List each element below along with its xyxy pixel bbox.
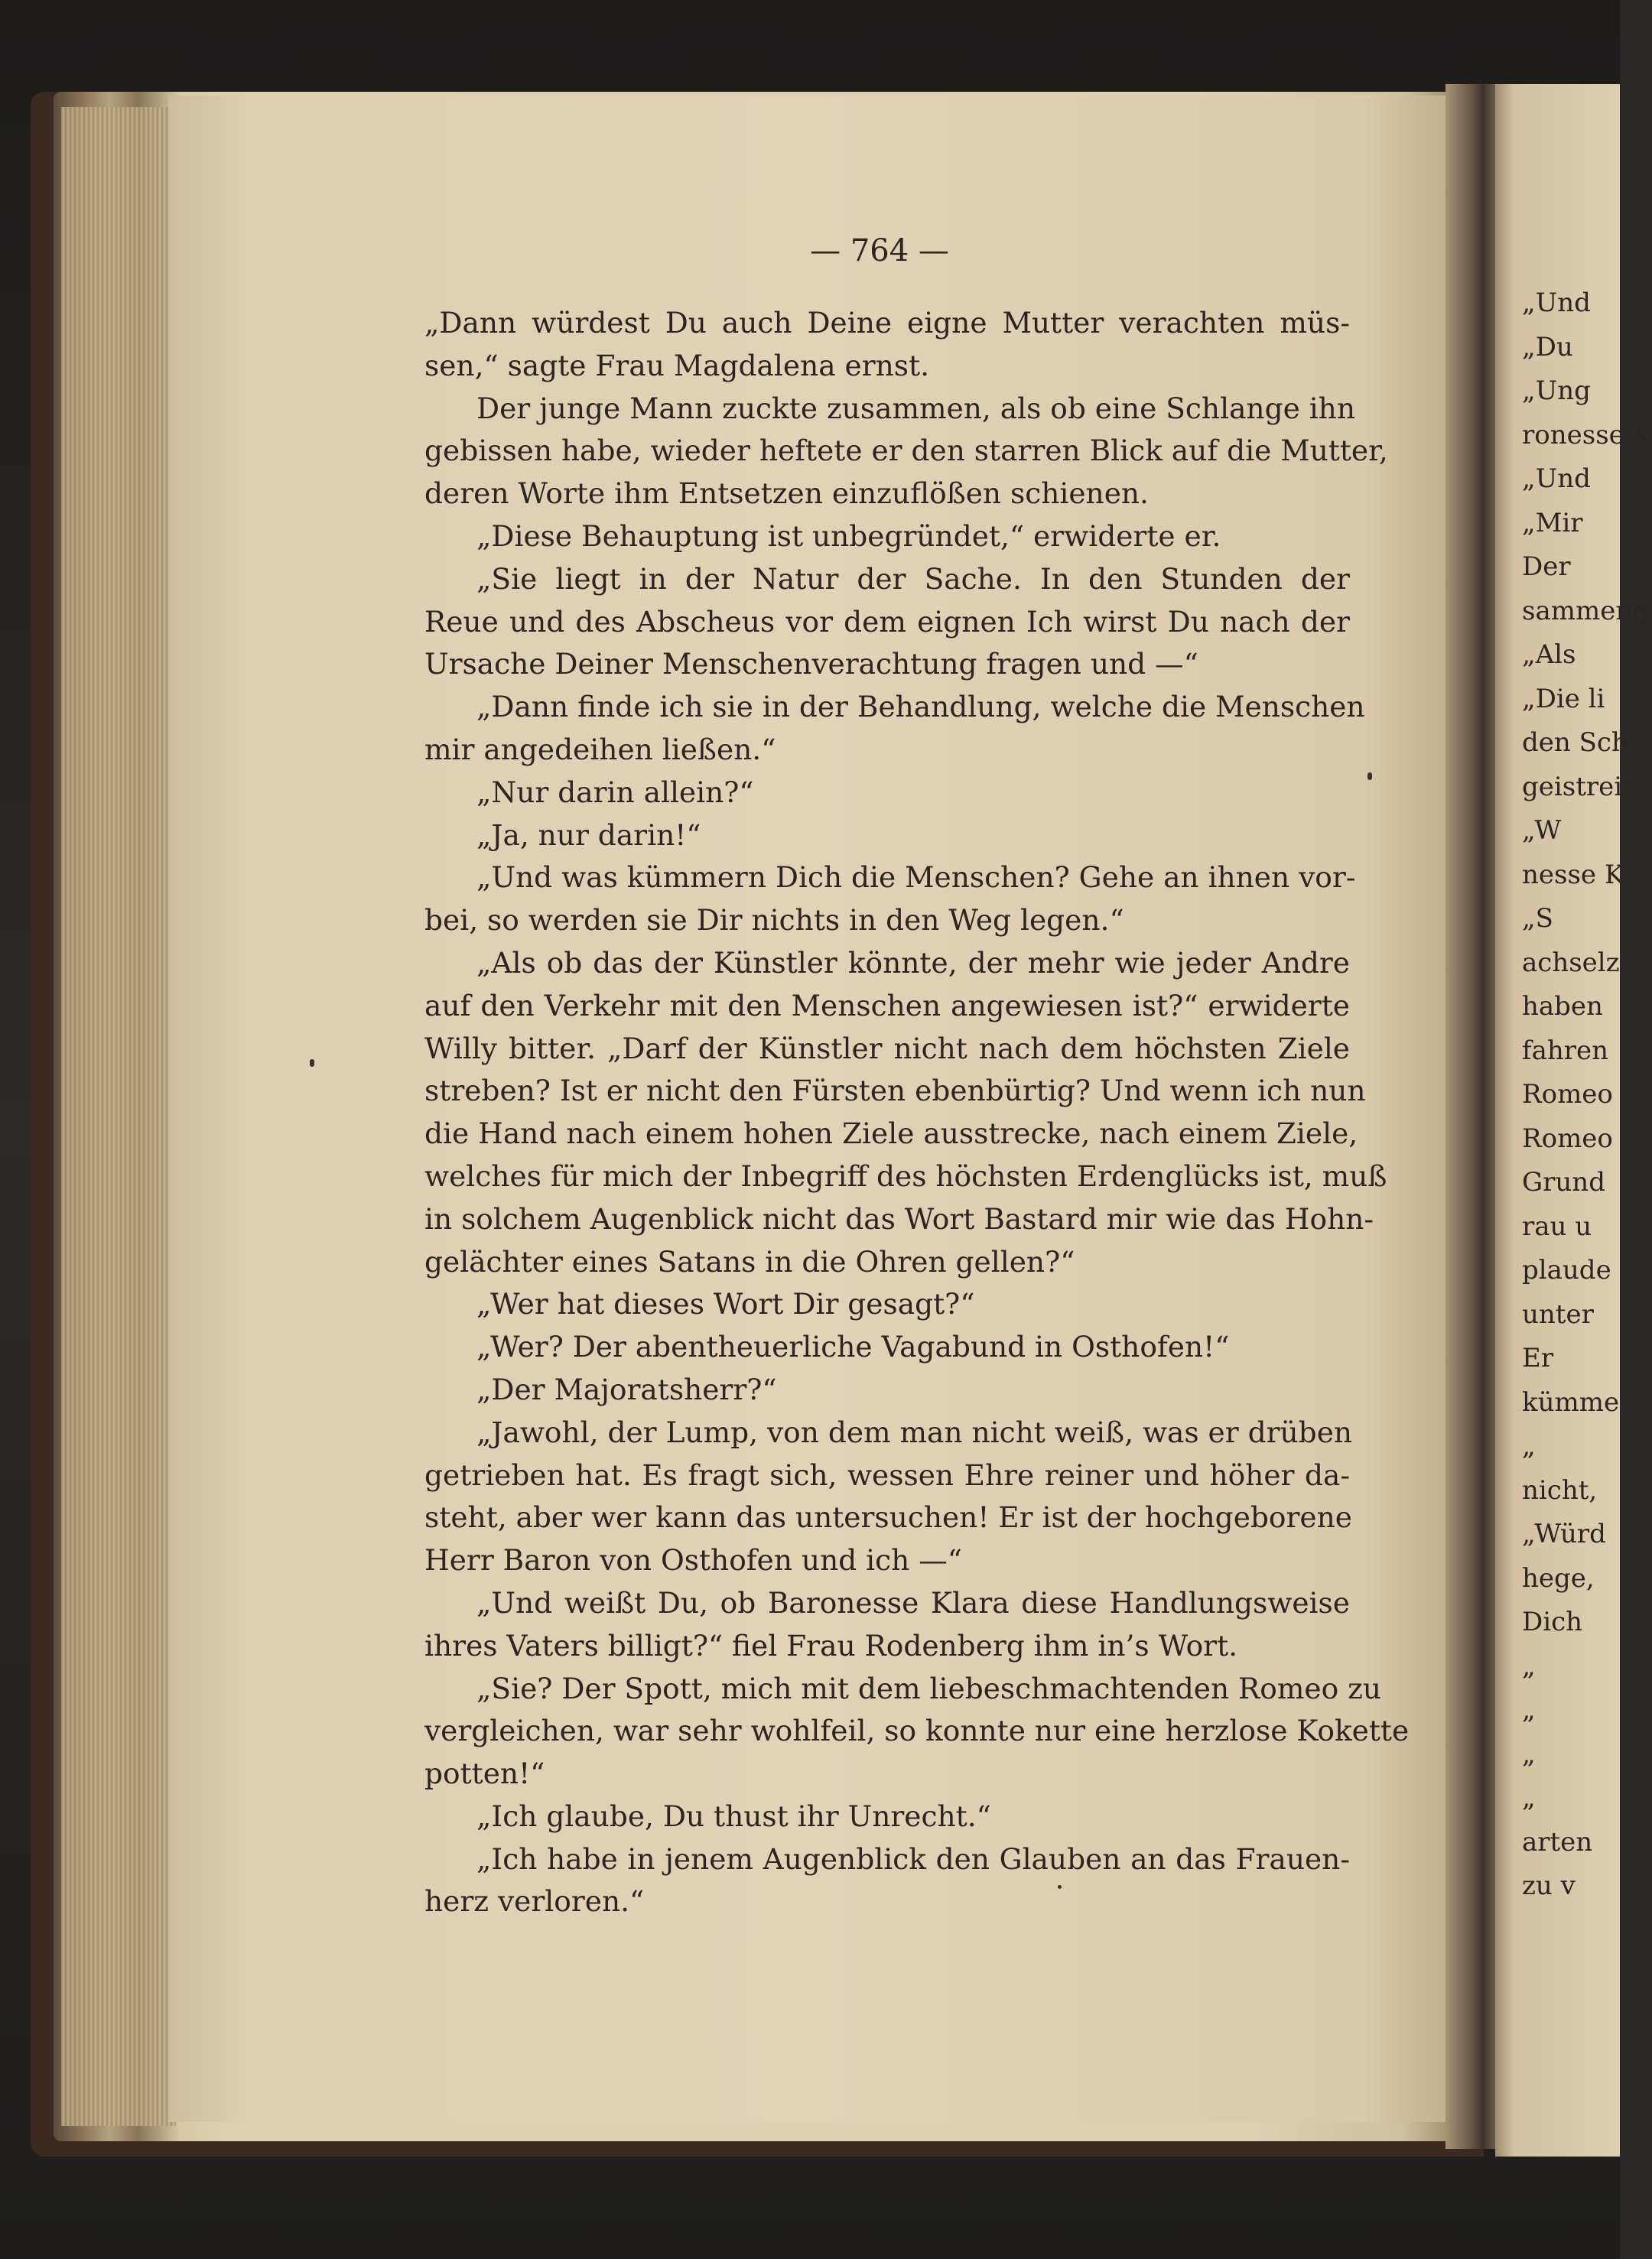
- text-line: potten!“: [424, 1757, 545, 1791]
- text-line: deren Worte ihm Entsetzen einzuflößen schienen.: [424, 476, 1149, 511]
- right-page-fragment: plaude: [1522, 1255, 1611, 1286]
- right-page-fragment: „: [1522, 1431, 1536, 1461]
- right-page-fragment: Romeo: [1522, 1123, 1613, 1154]
- text-line: steht, aber wer kann das untersuchen! Er ist der hochgeborene: [424, 1500, 1352, 1535]
- text-line: getrieben hat. Es fragt sich, wessen Ehre reiner und höher da-: [424, 1458, 1350, 1492]
- paper-speck: [1058, 1885, 1062, 1889]
- right-page-fragment: nesse K: [1522, 859, 1624, 890]
- text-line: Reue und des Abscheus vor dem eignen Ich wirst Du nach der: [424, 604, 1350, 639]
- right-page-fragment: hege,: [1522, 1562, 1595, 1594]
- right-page-fragment: Romeo: [1522, 1079, 1613, 1110]
- text-line: „Der Majoratsherr?“: [476, 1372, 777, 1406]
- text-line: „Nur darin allein?“: [476, 775, 754, 809]
- right-page-fragment: ronesse K: [1522, 419, 1652, 450]
- right-page-fragment: den Sch: [1522, 727, 1628, 758]
- text-line: „Jawohl, der Lump, von dem man nicht weiß, was er drüben: [476, 1415, 1353, 1449]
- right-page-fragment: Dich: [1522, 1607, 1583, 1637]
- right-page-fragment: unter: [1522, 1299, 1594, 1330]
- right-page-fragment: „W: [1522, 815, 1562, 846]
- right-page-fragment: nicht,: [1522, 1474, 1598, 1506]
- right-page-fragment: kümme: [1522, 1386, 1620, 1418]
- text-line: „Und was kümmern Dich die Menschen? Gehe an ihnen vor-: [476, 860, 1356, 895]
- right-page-fragment: Er: [1522, 1343, 1554, 1373]
- text-line: „Ja, nur darin!“: [476, 817, 701, 852]
- text-line: welches für mich der Inbegriff des höchsten Erdenglücks ist, muß: [424, 1159, 1387, 1193]
- text-line: „Ich glaube, Du thust ihr Unrecht.“: [476, 1799, 991, 1833]
- text-line: „Sie? Der Spott, mich mit dem liebeschmachtenden Romeo zu: [476, 1671, 1382, 1705]
- text-line: Willy bitter. „Darf der Künstler nicht nach dem höchsten Ziele: [424, 1031, 1350, 1065]
- text-line: in solchem Augenblick nicht das Wort Bastard mir wie das Hohn-: [424, 1201, 1374, 1236]
- text-line: „Wer hat dieses Wort Dir gesagt?“: [476, 1287, 975, 1321]
- right-page-fragment: „: [1522, 1738, 1536, 1770]
- text-line: „Dann finde ich sie in der Behandlung, welche die Menschen: [476, 690, 1365, 724]
- text-line: bei, so werden sie Dir nichts in den Weg legen.“: [424, 903, 1124, 938]
- right-page-fragment: „: [1522, 1650, 1536, 1682]
- text-line: die Hand nach einem hohen Ziele ausstrecke, nach einem Ziele,: [424, 1116, 1358, 1151]
- right-page-fragment: „Ung: [1522, 375, 1591, 406]
- text-line: „Diese Behauptung ist unbegründet,“ erwiderte er.: [476, 518, 1221, 553]
- right-page-fragment: Grund: [1522, 1167, 1605, 1198]
- paper-speck: [310, 1059, 314, 1067]
- right-page-text: [1522, 281, 1652, 1909]
- right-page-fragment: fahren: [1522, 1035, 1609, 1066]
- right-page-fragment: sammeng: [1522, 595, 1649, 626]
- text-line: Ursache Deiner Menschenverachtung fragen und —“: [424, 647, 1198, 681]
- text-line: sen,“ sagte Frau Magdalena ernst.: [424, 348, 930, 382]
- text-line: vergleichen, war sehr wohlfeil, so konnte nur eine herzlose Kokette: [424, 1714, 1410, 1748]
- text-line: „Sie liegt in der Natur der Sache. In den Stunden der: [476, 561, 1350, 596]
- right-page-fragment: achselz: [1522, 947, 1620, 978]
- right-page-fragment: „Und: [1522, 463, 1591, 494]
- page-edges: [61, 107, 176, 2126]
- text-line: „Dann würdest Du auch Deine eigne Mutter verachten müs-: [424, 306, 1350, 340]
- text-line: auf den Verkehr mit den Menschen angewiesen ist?“ erwiderte: [424, 988, 1350, 1022]
- text-line: „Als ob das der Künstler könnte, der mehr wie jeder Andre: [476, 945, 1350, 980]
- text-line: gebissen habe, wieder heftete er den starren Blick auf die Mutter,: [424, 434, 1388, 468]
- right-page-fragment: geistreic: [1522, 771, 1637, 802]
- text-line: streben? Ist er nicht den Fürsten ebenbürtig? Und wenn ich nun: [424, 1074, 1366, 1108]
- right-page-fragment: „Du: [1522, 331, 1573, 362]
- text-line: „Und weißt Du, ob Baronesse Klara diese Handlungsweise: [476, 1585, 1350, 1620]
- right-page-fragment: „Mir: [1522, 507, 1583, 538]
- text-line: Der junge Mann zuckte zusammen, als ob eine Schlange ihn: [476, 391, 1355, 425]
- page-number: — 764 —: [810, 233, 949, 268]
- right-page-fragment: „: [1522, 1695, 1536, 1725]
- book-gutter: [1446, 84, 1499, 2149]
- right-page-fragment: Der: [1522, 551, 1571, 582]
- right-page-fragment: rau u: [1522, 1211, 1592, 1242]
- text-line: herz verloren.“: [424, 1884, 645, 1919]
- text-line: mir angedeihen ließen.“: [424, 732, 776, 766]
- right-page-fragment: arten: [1522, 1826, 1593, 1858]
- right-page-fragment: „Die li: [1522, 683, 1605, 714]
- right-page-fragment: zu v: [1522, 1871, 1576, 1901]
- page-text: [424, 302, 1410, 1923]
- paper-speck: [1367, 772, 1372, 780]
- text-line: Herr Baron von Osthofen und ich —“: [424, 1543, 962, 1578]
- right-page-fragment: „S: [1522, 903, 1553, 934]
- text-line: „Ich habe in jenem Augenblick den Glauben an das Frauen-: [476, 1841, 1350, 1876]
- right-page-fragment: „Würd: [1522, 1519, 1606, 1549]
- text-line: gelächter eines Satans in die Ohren gellen?“: [424, 1244, 1075, 1279]
- right-page-fragment: „Und: [1522, 288, 1591, 318]
- right-page-fragment: „Als: [1522, 639, 1576, 670]
- right-page-fragment: „: [1522, 1783, 1536, 1813]
- text-line: ihres Vaters billigt?“ fiel Frau Rodenberg ihm in’s Wort.: [424, 1628, 1238, 1663]
- right-page-fragment: haben: [1522, 991, 1603, 1022]
- text-line: „Wer? Der abentheuerliche Vagabund in Osthofen!“: [476, 1330, 1230, 1364]
